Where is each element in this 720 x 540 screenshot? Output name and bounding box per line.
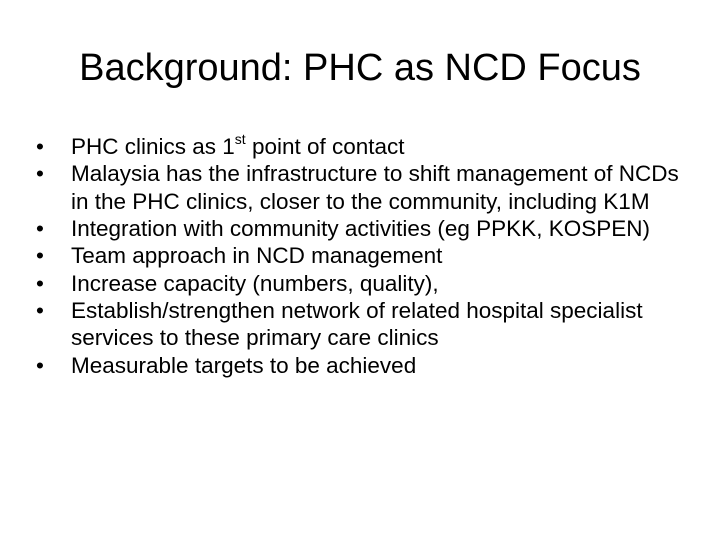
bullet-item: [36, 270, 696, 297]
bullet-text: Measurable targets to be achieved: [71, 352, 417, 378]
bullet-item: [36, 242, 696, 269]
bullet-icon: •: [36, 215, 44, 241]
bullet-item: [36, 297, 696, 351]
bullet-text: Increase capacity (numbers, quality),: [71, 270, 439, 296]
bullet-text: Integration with community activities (eg PPKK, KOSPEN): [71, 215, 650, 241]
bullet-item: [36, 215, 696, 242]
bullet-item: [36, 352, 696, 379]
bullet-text-part: point of contact: [245, 134, 405, 159]
bullet-superscript: st: [234, 130, 246, 147]
bullet-text: Team approach in NCD management: [71, 243, 443, 269]
bullet-icon: •: [36, 161, 44, 187]
slide-title: Background: PHC as NCD Focus: [79, 47, 641, 89]
bullet-icon: •: [36, 352, 44, 378]
bullet-item: [36, 160, 696, 214]
bullet-icon: •: [36, 134, 44, 159]
bullet-list: [36, 130, 696, 379]
bullet-text-part: PHC clinics as 1: [71, 134, 235, 159]
bullet-icon: •: [36, 298, 44, 324]
bullet-icon: •: [36, 243, 44, 269]
bullet-item: [36, 130, 696, 160]
bullet-text: Malaysia has the infrastructure to shift management of NCDs in the PHC clinics, closer to the community, including K1M: [71, 161, 679, 214]
bullet-icon: •: [36, 270, 44, 296]
bullet-text: Establish/strengthen network of related hospital specialist services to these primary care clinics: [71, 298, 643, 351]
